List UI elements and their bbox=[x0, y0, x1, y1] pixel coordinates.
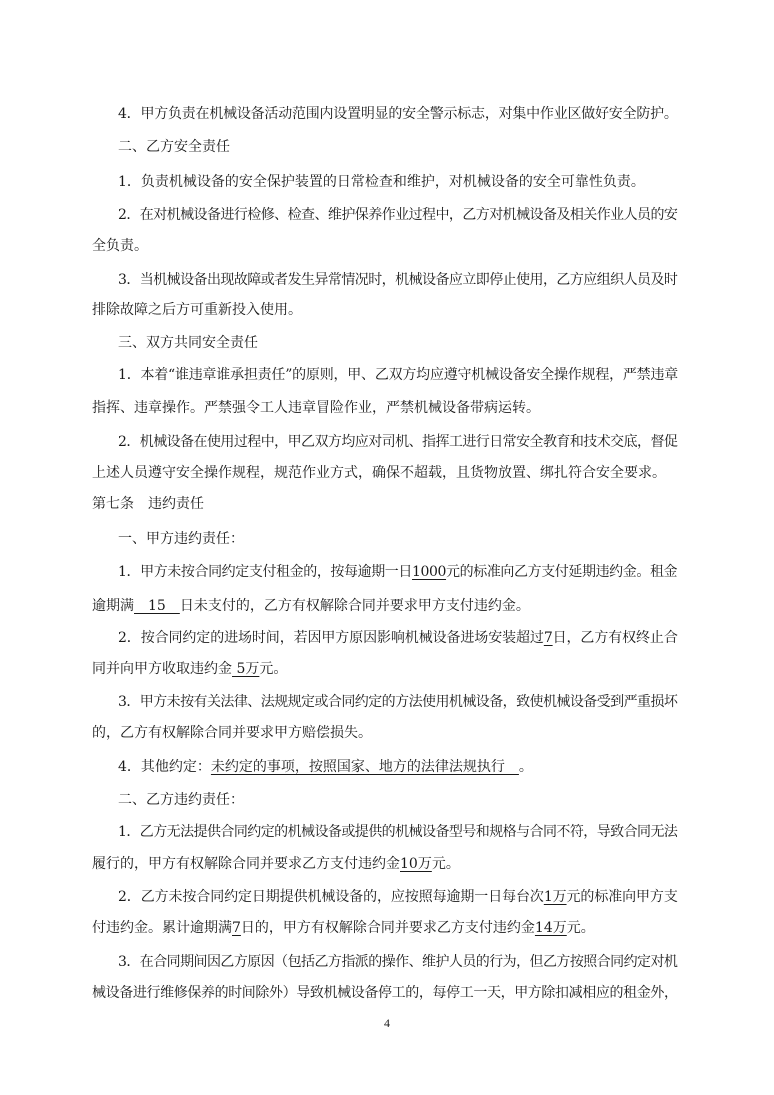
text-run: 二、乙方违约责任： bbox=[118, 792, 244, 808]
text-run: 元。 bbox=[259, 661, 288, 677]
text-run: 上述人员遵守安全操作规程，规范作业方式，确保不超载，且货物放置、绑扎符合安全要求。 bbox=[92, 465, 666, 481]
text-run: 元的标准向甲方支 bbox=[566, 889, 678, 905]
filled-blank: 10万 bbox=[400, 856, 432, 872]
page-number: 4 bbox=[384, 1016, 390, 1030]
text-run: 全负责。 bbox=[92, 238, 148, 254]
text-run: 2．机械设备在使用过程中，甲乙双方均应对司机、指挥工进行日常安全教育和技术交底，督促 bbox=[118, 434, 678, 450]
filled-blank: 15 bbox=[134, 598, 180, 614]
text-line bbox=[92, 723, 372, 743]
text-run: 1．乙方无法提供合同约定的机械设备或提供的机械设备型号和规格与合同不符，导致合同无法 bbox=[118, 824, 678, 840]
text-run: 日未支付的，乙方有权解除合同并要求甲方支付违约金。 bbox=[179, 598, 530, 614]
text-run: 日的，甲方有权解除合同并要求乙方支付违约金 bbox=[240, 920, 535, 936]
text-run: 。 bbox=[518, 759, 533, 775]
text-line bbox=[118, 952, 677, 972]
text-line bbox=[118, 205, 677, 225]
text-run: 同并向甲方收取违约金 bbox=[92, 661, 232, 677]
text-run: 第七条 违约责任 bbox=[92, 496, 204, 512]
text-line bbox=[118, 692, 677, 712]
text-run: 2．在对机械设备进行检修、检查、维护保养作业过程中，乙方对机械设备及相关作业人员的安 bbox=[118, 207, 678, 223]
text-run: 2．乙方未按合同约定日期提供机械设备的，应按照每逾期一日每台次 bbox=[118, 889, 544, 905]
text-run: 1．本着“谁违章谁承担责任”的原则，甲、乙双方均应遵守机械设备安全操作规程，严禁违章 bbox=[118, 367, 679, 383]
text-run: 二、乙方安全责任 bbox=[118, 139, 230, 155]
filled-blank: 14万 bbox=[534, 920, 567, 936]
text-run: 械设备进行维修保养的时间除外）导致机械设备停工的，每停工一天，甲方除扣减相应的租金外， bbox=[92, 985, 678, 1001]
filled-blank: 7 bbox=[232, 920, 241, 936]
text-run: 一、甲方违约责任： bbox=[118, 531, 244, 547]
text-line bbox=[92, 854, 460, 874]
text-run: 3．在合同期间因乙方原因（包括乙方指派的操作、维护人员的行为，但乙方按照合同约定对机 bbox=[118, 954, 678, 970]
text-line bbox=[118, 790, 244, 810]
text-run: 的，乙方有权解除合同并要求甲方赔偿损失。 bbox=[92, 725, 372, 741]
text-line bbox=[92, 983, 678, 1003]
text-run: 逾期满 bbox=[92, 598, 134, 614]
text-line bbox=[118, 887, 678, 907]
text-line bbox=[118, 628, 678, 648]
text-line bbox=[92, 300, 302, 320]
text-run: 4．其他约定： bbox=[118, 759, 211, 775]
text-line bbox=[118, 757, 533, 777]
text-run: 3．当机械设备出现故障或者发生异常情况时，机械设备应立即停止使用，乙方应组织人员及时 bbox=[118, 272, 678, 288]
text-line bbox=[118, 432, 677, 452]
text-line bbox=[118, 822, 677, 842]
text-line bbox=[118, 270, 677, 290]
text-run: 履行的，甲方有权解除合同并要求乙方支付违约金 bbox=[92, 856, 400, 872]
text-run: 指挥、违章操作。严禁强令工人违章冒险作业，严禁机械设备带病运转。 bbox=[92, 400, 540, 416]
text-line bbox=[118, 137, 230, 157]
text-line bbox=[118, 104, 678, 124]
text-run: 付违约金。累计逾期满 bbox=[92, 920, 232, 936]
text-run: 4．甲方负责在机械设备活动范围内设置明显的安全警示标志，对集中作业区做好安全防护。 bbox=[118, 106, 678, 122]
text-run: 元。 bbox=[431, 856, 460, 872]
text-line bbox=[92, 398, 540, 418]
filled-blank: 1万 bbox=[543, 889, 567, 905]
text-run: 元的标准向乙方支付延期违约金。租金 bbox=[446, 564, 678, 580]
text-run: 排除故障之后方可重新投入使用。 bbox=[92, 302, 302, 318]
text-line bbox=[118, 172, 645, 192]
text-run: 1．甲方未按合同约定支付租金的，按每逾期一日 bbox=[118, 564, 413, 580]
text-line bbox=[118, 529, 244, 549]
text-line bbox=[92, 463, 666, 483]
text-line bbox=[92, 236, 148, 256]
text-line bbox=[92, 596, 530, 616]
text-run: 2．按合同约定的进场时间，若因甲方原因影响机械设备进场安装超过 bbox=[118, 630, 544, 646]
text-run: 三、双方共同安全责任 bbox=[118, 335, 258, 351]
filled-blank: 5万 bbox=[232, 661, 260, 677]
filled-blank: 1000 bbox=[412, 564, 447, 580]
text-line bbox=[118, 365, 678, 385]
text-run: 3．甲方未按有关法律、法规规定或合同约定的方法使用机械设备，致使机械设备受到严重损坏 bbox=[118, 694, 678, 710]
filled-blank: 7 bbox=[543, 630, 553, 646]
text-line bbox=[118, 562, 677, 582]
text-line bbox=[92, 659, 287, 679]
text-run: 1．负责机械设备的安全保护装置的日常检查和维护，对机械设备的安全可靠性负责。 bbox=[118, 174, 645, 190]
text-line bbox=[118, 333, 258, 353]
text-line bbox=[92, 494, 204, 514]
text-run: 日，乙方有权终止合 bbox=[552, 630, 678, 646]
filled-blank: 未约定的事项，按照国家、地方的法律法规执行 bbox=[210, 759, 519, 775]
text-run: 元。 bbox=[566, 920, 595, 936]
text-line bbox=[92, 918, 595, 938]
